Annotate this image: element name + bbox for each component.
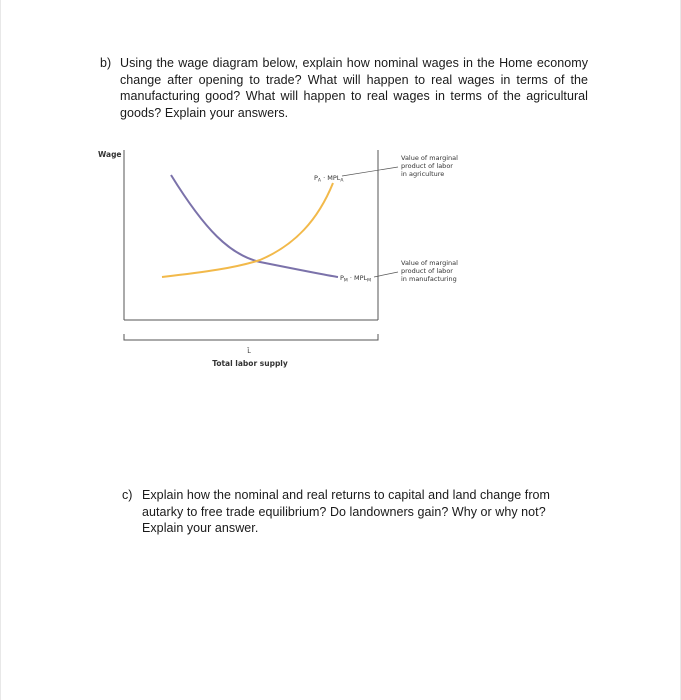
x-axis-label: Total labor supply [212,359,288,368]
question-c-text: Explain how the nominal and real returns to capital and land change from autarky to free trade equilibrium? Do landowners gain? Why or why not? Explain your answer. [142,488,551,535]
question-c-marker: c) [122,488,133,502]
y-axis-label: Wage [98,150,122,159]
agri-curve-label: $P_A \cdot MPL_A$ [314,174,344,184]
agri-leader-line [342,167,398,176]
question-c [122,487,592,547]
manu-note: Value of marginal product of labor in manufacturing [401,259,458,283]
question-b-text: Using the wage diagram below, explain how nominal wages in the Home economy change after opening to trade? What will happen to real wages in terms of the manufacturing good? What will happen to real wages in terms of the agricultural goods? Explain your answers. [120,56,588,120]
labor-supply-bracket [124,334,378,340]
agri-note: Value of marginal product of labor in agriculture [401,154,458,178]
agriculture-vmpl-curve [162,183,333,277]
question-b-marker: b) [100,56,112,70]
labor-symbol: L̄ [247,347,251,355]
manu-curve-label: $P_M \cdot MPL_M$ [340,274,372,284]
